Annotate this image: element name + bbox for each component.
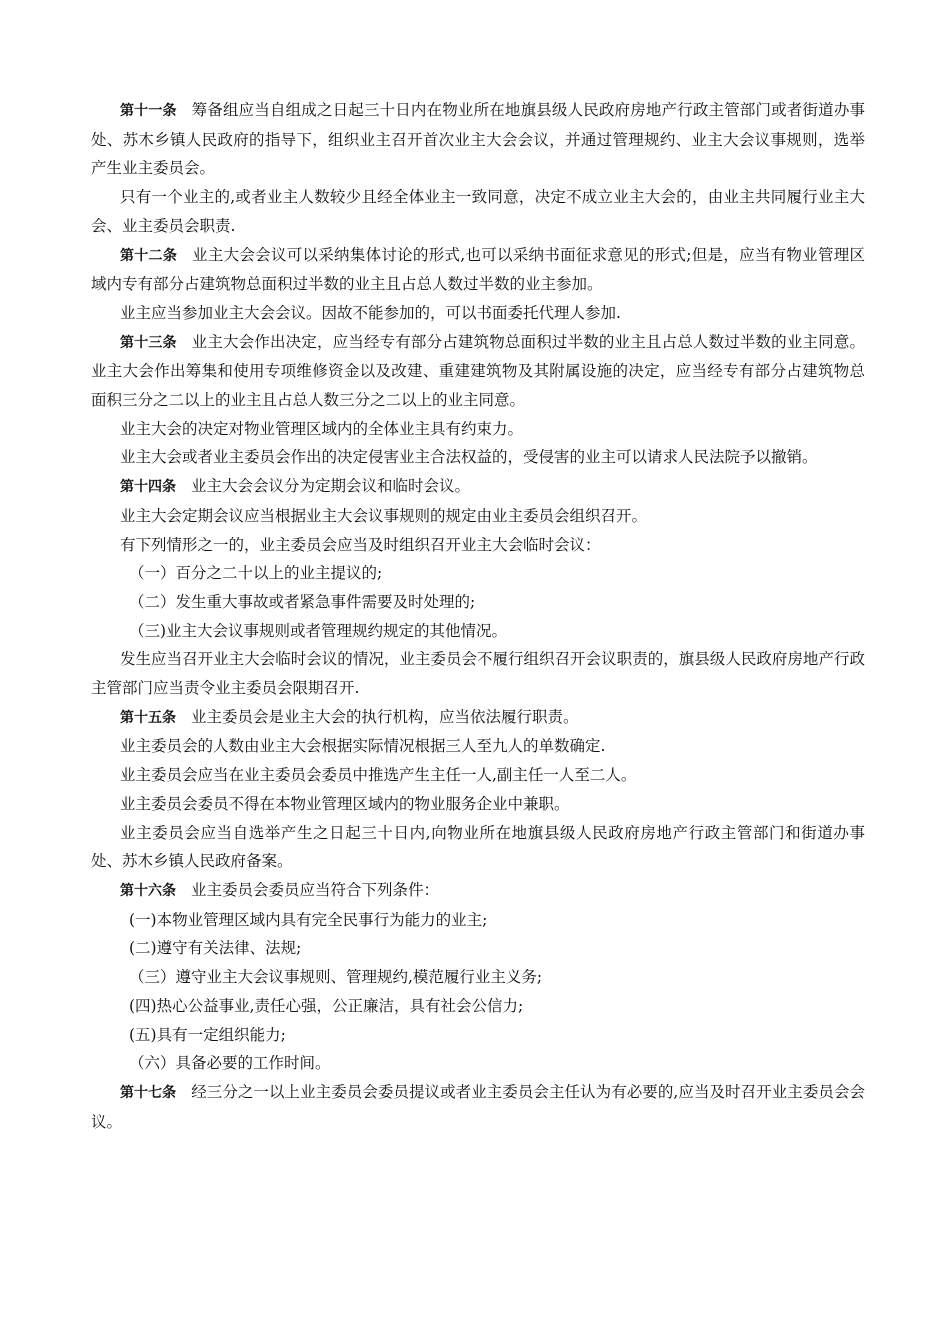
article-heading: 第十五条 (120, 709, 176, 726)
article-text: 筹备组应当自组成之日起三十日内在物业所在地旗县级人民政府房地产行政主管部门或者街道办事处、苏木乡镇人民政府的指导下，组织业主召开首次业主大会会议，并通过管理规约、业主大会议事规则，选举产生业主委员会。 (91, 101, 865, 178)
paragraph: 业主应当参加业主大会会议。因故不能参加的，可以书面委托代理人参加. (120, 303, 621, 322)
article-text: 业主大会作出决定，应当经专有部分占建筑物总面积过半数的业主且占总人数过半数的业主同意。业主大会作出筹集和使用专项维修资金以及改建、重建建筑物及其附属设施的决定，应当经专有部分占建筑物总面积三分之二以上的业主且占总人数三分之二以上的业主同意。 (91, 332, 865, 410)
article-15 (91, 703, 865, 733)
article-text: 业主大会会议可以采纳集体讨论的形式,也可以采纳书面征求意见的形式;但是，应当有物业管理区域内专有部分占建筑物总面积过半数的业主且占总人数过半数的业主参加。 (91, 245, 865, 294)
article-text: 业主大会会议分为定期会议和临时会议。 (191, 477, 471, 496)
article-11 (91, 96, 865, 183)
paragraph: 业主委员会应当自选举产生之日起三十日内,向物业所在地旗县级人民政府房地产行政主管部门和街道办事处、苏木乡镇人民政府备案。 (91, 823, 865, 871)
article-12 (91, 241, 865, 299)
article-14 (91, 472, 865, 502)
article-text: 业主委员会委员应当符合下列条件： (191, 880, 440, 899)
article-text: 业主委员会是业主大会的执行机构，应当依法履行职责。 (191, 707, 579, 726)
list-item: （六）具备必要的工作时间。 (129, 1054, 331, 1073)
paragraph: 业主大会定期会议应当根据业主大会议事规则的规定由业主委员会组织召开。 (120, 506, 648, 525)
list-item: （三)业主大会议事规则或者管理规约规定的其他情况。 (129, 621, 508, 640)
article-heading: 第十六条 (120, 882, 176, 899)
paragraph: 业主大会的决定对物业管理区域内的全体业主具有约束力。 (120, 419, 524, 438)
paragraph: 发生应当召开业主大会临时会议的情况，业主委员会不履行组织召开会议职责的，旗县级人民政府房地产行政主管部门应当责令业主委员会限期召开. (91, 650, 865, 698)
article-16 (91, 876, 865, 906)
list-item: (一)本物业管理区域内具有完全民事行为能力的业主; (129, 910, 488, 929)
paragraph: 业主大会或者业主委员会作出的决定侵害业主合法权益的，受侵害的业主可以请求人民法院予以撤销。 (120, 448, 818, 467)
article-17 (91, 1078, 865, 1136)
document-body (91, 96, 865, 1136)
list-item: (二)遵守有关法律、法规; (129, 939, 302, 958)
paragraph: 有下列情形之一的，业主委员会应当及时组织召开业主大会临时会议： (120, 535, 601, 554)
paragraph: 业主委员会的人数由业主大会根据实际情况根据三人至九人的单数确定. (120, 737, 606, 756)
list-item: （三）遵守业主大会议事规则、管理规约,模范履行业主义务; (129, 968, 543, 987)
paragraph: 业主委员会委员不得在本物业管理区域内的物业服务企业中兼职。 (120, 794, 570, 813)
article-heading: 第十七条 (120, 1084, 177, 1101)
paragraph: 只有一个业主的,或者业主人数较少且经全体业主一致同意，决定不成立业主大会的，由业主共同履行业主大会、业主委员会职责. (91, 188, 865, 235)
paragraph: 业主委员会应当在业主委员会委员中推选产生主任一人,副主任一人至二人。 (120, 766, 637, 785)
list-item: (五)具有一定组织能力; (129, 1025, 286, 1044)
list-item: （二）发生重大事故或者紧急事件需要及时处理的; (129, 592, 476, 611)
article-heading: 第十一条 (120, 103, 177, 119)
article-heading: 第十四条 (120, 479, 176, 496)
article-13 (91, 328, 865, 415)
list-item: （一）百分之二十以上的业主提议的; (129, 564, 383, 583)
list-item: (四)热心公益事业,责任心强，公正廉洁，具有社会公信力; (129, 996, 524, 1015)
article-heading: 第十三条 (120, 334, 177, 351)
article-heading: 第十二条 (120, 247, 178, 264)
article-text: 经三分之一以上业主委员会委员提议或者业主委员会主任认为有必要的,应当及时召开业主委员会会议。 (91, 1082, 865, 1131)
